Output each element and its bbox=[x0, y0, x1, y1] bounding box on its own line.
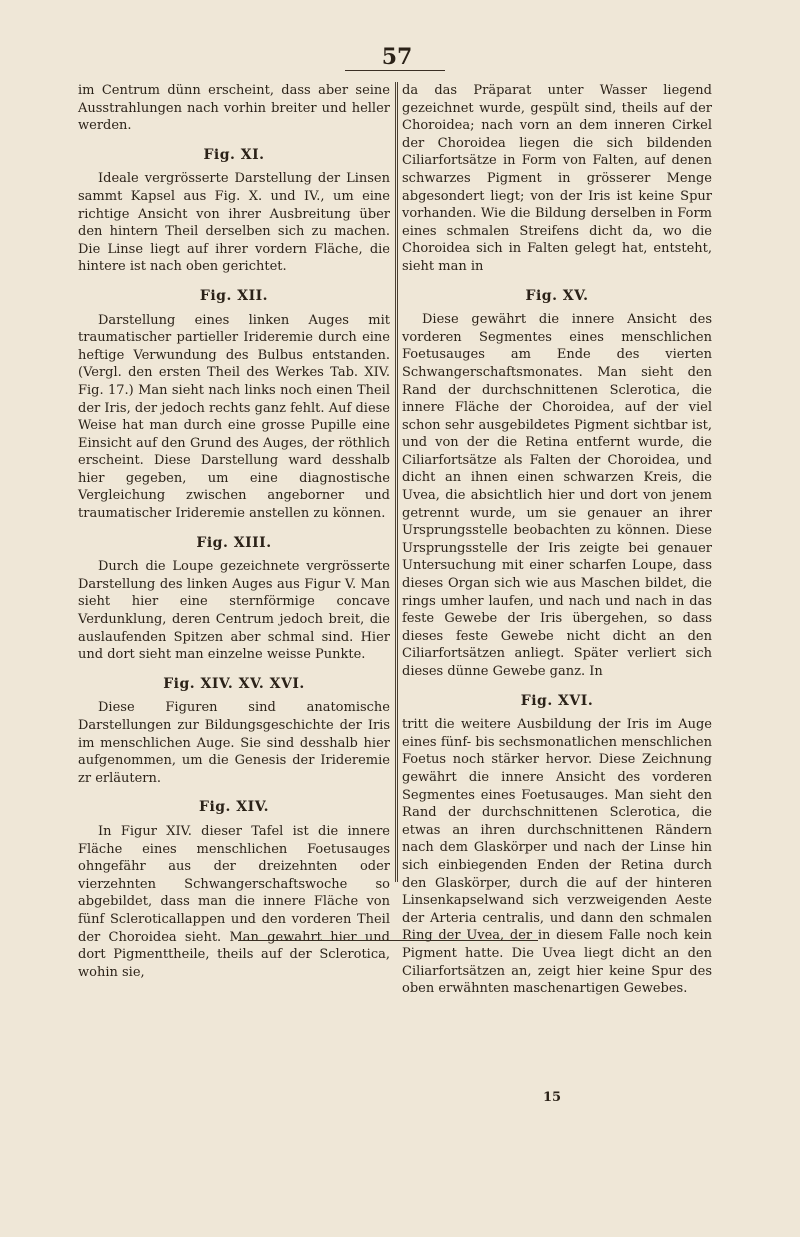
left-column bbox=[78, 82, 390, 981]
header-rule bbox=[345, 70, 445, 71]
footer-rule bbox=[238, 940, 538, 941]
paragraph: Durch die Loupe gezeichnete vergrösserte Darstellung des linken Auges aus Figur V. Man sieht hier eine sternförmige concave Verdunklung, deren Centrum jedoch breit, die auslaufenden Spitzen aber schmal sind. Hier und dort sieht man einzelne weisse Punkte. bbox=[78, 559, 390, 663]
right-column bbox=[402, 82, 712, 998]
paragraph: Darstellung eines linken Auges mit traumatischer partieller Irideremie durch eine heftige Verwundung des Bulbus entstanden. (Vergl. den ersten Theil des Werkes Tab. XIV. Fig. 17.) Man sieht nach links noch einen Theil der Iris, der jedoch rechts ganz fehlt. Auf diese Weise hat man durch eine grosse Pupille eine Einsicht auf den Grund des Auges, der röthlich erscheint. Diese Darstellung ward desshalb hier gegeben, um eine diagnostische Vergleichung zwischen angeborner und traumatischer Irideremie anstellen zu können. bbox=[78, 312, 390, 522]
paragraph: Ideale vergrösserte Darstellung der Linsen sammt Kapsel aus Fig. X. und IV., um eine richtige Ansicht von ihrer Ausbreitung über den hintern Theil derselben sich zu machen. Die Linse liegt auf ihrer vordern Fläche, die hintere ist nach oben gerichtet. bbox=[78, 171, 390, 275]
paragraph: tritt die weitere Ausbildung der Iris im Auge eines fünf- bis sechsmonatlichen menschlichen Foetus noch stärker hervor. Diese Zeichnung gewährt die innere Ansicht des vorderen Segmentes eines Foetusauges. Man sieht den Rand der durchschnittenen Sclerotica, die etwas an ihren durchschnittenen Rändern nach dem Glaskörper und nach der Linse hin sich einbiegenden Enden der Retina durch den Glaskörper, durch die auf der hinteren Linsenkapselwand sich verzweigenden Aeste der Arteria centralis, und dann den schmalen Ring der Uvea, der in diesem Falle noch kein Pigment hatte. Die Uvea liegt dicht an den Ciliarfortsätzen an, zeigt hier keine Spur des oben erwähnten maschenartigen Gewebes. bbox=[402, 717, 712, 997]
paragraph: da das Präparat unter Wasser liegend gezeichnet wurde, gespült sind, theils auf der Choroidea; nach vorn an dem inneren Cirkel der Choroidea liegen die sich bildenden Ciliarfortsätze in Form von Falten, auf denen schwarzes Pigment in grösserer Menge abgesondert liegt; von der Iris ist keine Spur vorhanden. Wie die Bildung derselben in Form eines schmalen Streifens dicht da, wo die Choroidea sich in Falten gelegt hat, entsteht, sieht man in bbox=[402, 83, 712, 274]
paragraph: Diese Figuren sind anatomische Darstellungen zur Bildungsgeschichte der Iris im menschlichen Auge. Sie sind desshalb hier aufgenommen, um die Genesis der Irideremie zr erläutern. bbox=[78, 700, 390, 786]
paragraph: Diese gewährt die innere Ansicht des vorderen Segmentes eines menschlichen Foetusauges am Ende des vierten Schwangerschaftsmonates. Man sieht den Rand der durchschnittenen Sclerotica, die innere Fläche der Choroidea, auf der viel schon sehr ausgebildetes Pigment sichtbar ist, und von der die Retina entfernt wurde, die Ciliarfortsätze als Falten der Choroidea, und dicht an ihnen einen schwarzen Kreis, die Uvea, die absichtlich hier und dort von jenem getrennt wurde, um sie genauer an ihrer Ursprungsstelle beobachten zu können. Diese Ursprungsstelle der Iris zeigte bei genauer Untersuchung mit einer scharfen Loupe, dass dieses Organ sich wie aus Maschen bildet, die rings umher laufen, und nach und nach in das feste Gewebe der Iris übergehen, so dass dieses feste Gewebe nicht dicht an den Ciliarfortsätzen anliegt. Später verliert sich dieses dünne Gewebe ganz. In bbox=[402, 312, 712, 679]
column-divider bbox=[395, 82, 398, 882]
figure-heading: Fig. XII. bbox=[199, 287, 269, 304]
paragraph: In Figur XIV. dieser Tafel ist die innere Fläche eines menschlichen Foetusauges ohngefähr aus der dreizehnten oder vierzehnten Schwangerschaftswoche so abgebildet, dass man die innere Fläche von fünf Scleroticallappen und den vorderen Theil der Choroidea sieht. Man gewahrt hier und dort Pigmenttheile, theils auf der Sclerotica, wohin sie, bbox=[78, 823, 390, 980]
figure-heading: Fig. XIII. bbox=[196, 534, 272, 551]
page-number: 57 bbox=[381, 44, 413, 70]
figure-heading: Fig. XV. bbox=[525, 287, 589, 304]
figure-heading: Fig. XI. bbox=[203, 146, 265, 163]
figure-heading: Fig. XVI. bbox=[520, 692, 594, 709]
signature-mark: 15 bbox=[542, 1090, 562, 1105]
figure-heading: Fig. XIV. XV. XVI. bbox=[163, 675, 305, 692]
figure-heading: Fig. XIV. bbox=[199, 799, 269, 816]
paragraph: im Centrum dünn erscheint, dass aber seine Ausstrahlungen nach vorhin breiter und heller werden. bbox=[78, 83, 390, 134]
